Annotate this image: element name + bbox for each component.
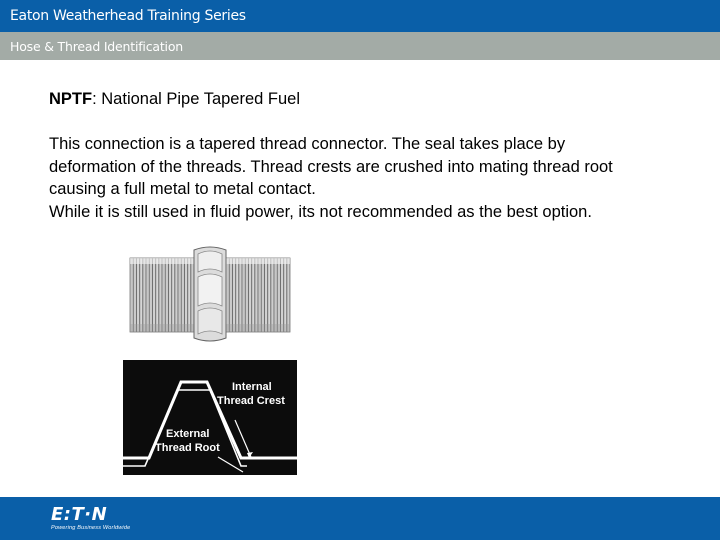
paragraph-line: deformation of the threads. Thread crests are crushed into mating thread root bbox=[49, 157, 613, 176]
body-paragraph bbox=[49, 133, 689, 223]
logo-wordmark: E:T·N bbox=[51, 504, 108, 525]
paragraph-line: This connection is a tapered thread connector. The seal takes place by bbox=[49, 135, 566, 153]
section-bar bbox=[0, 32, 720, 60]
slide-heading bbox=[49, 90, 300, 109]
term-definition: : National Pipe Tapered Fuel bbox=[92, 90, 301, 108]
term-label: NPTF bbox=[49, 90, 93, 108]
internal-label-line1: Internal bbox=[232, 381, 272, 393]
section-title: Hose & Thread Identification bbox=[10, 39, 183, 54]
series-title: Eaton Weatherhead Training Series bbox=[10, 8, 246, 24]
paragraph-line: While it is still used in fluid power, its not recommended as the best option. bbox=[49, 202, 592, 221]
internal-label-line2: Thread Crest bbox=[217, 395, 285, 407]
logo-tagline: Powering Business Worldwide bbox=[51, 525, 131, 531]
pipe-fitting-image bbox=[126, 244, 294, 344]
paragraph-line: causing a full metal to metal contact. bbox=[49, 180, 316, 198]
thread-diagram bbox=[123, 360, 297, 475]
eaton-logo bbox=[51, 506, 130, 532]
external-label-line1: External bbox=[166, 428, 210, 440]
external-label-line2: Thread Root bbox=[155, 442, 220, 454]
title-bar bbox=[0, 0, 720, 32]
